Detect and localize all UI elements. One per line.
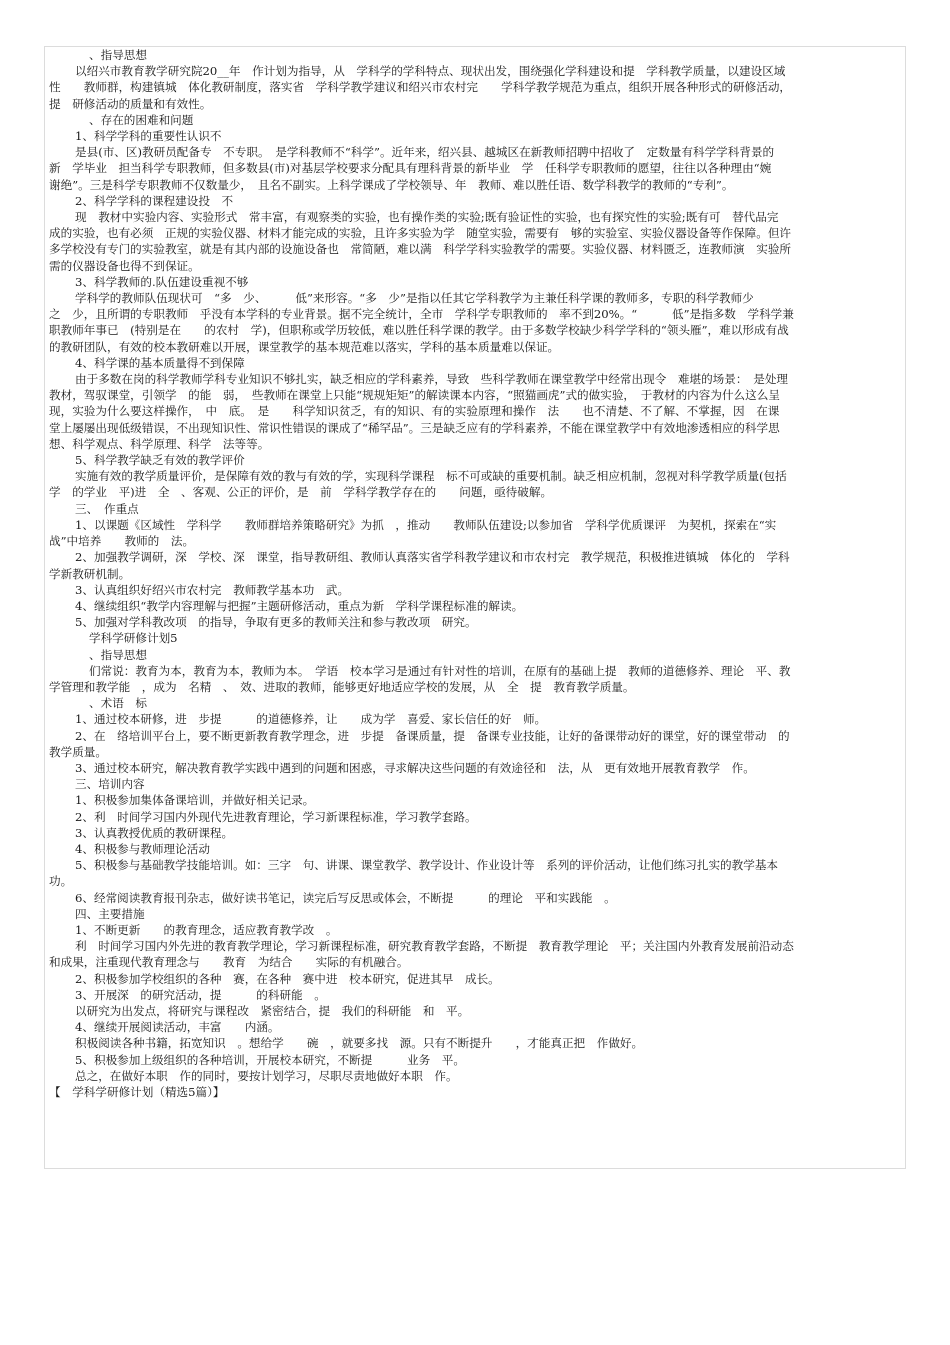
text-line: 1、不断更新 的教育理念，适应教育教学改 。 [75, 922, 338, 937]
text-line: 3、认真教授优质的教研课程。 [75, 825, 234, 840]
text-line: 【 学科学研修计划（精选5篇）】 [49, 1085, 225, 1099]
text-line: 职教师年事已 (特别是在 的农村 学)，但职称或学历较低，难以胜任科学课的教学。由于多数学校缺少科学学科的“领头雁”，难以形成有战 [49, 323, 789, 338]
text-line: 5、积极参加上级组织的各种培训，开展校本研究，不断提 业务 平。 [75, 1052, 465, 1067]
document-page [44, 46, 906, 1169]
text-line: 学科学的教师队伍现状可 “多 少、 低”来形容。“多 少”是指以任其它学科教学为主兼任科学课的教师多，专职的科学教师少 [75, 291, 754, 306]
text-line: 现，实验为什么要这样操作， 中 底。 是 科学知识贫乏，有的知识、有的实验原理和操作 法 也不清楚、不了解、不掌握，因 在课 [49, 404, 780, 419]
text-line: 堂上屡屡出现低级错误，不出现知识性、常识性错误的课成了“稀罕品”。三是缺乏应有的学科素养，不能在课堂教学中有效地渗透相应的科学思 [49, 420, 780, 435]
text-line: 教学质量。 [49, 744, 107, 759]
text-line: 之 少，且所谓的专职教师 乎没有本学科的专业背景。据不完全统计，全市 学科学专职教师的 率不到20%。“ 低”是指多数 学科学兼 [49, 307, 794, 322]
text-line: 3、科学教师的.队伍建设重视不够 [75, 274, 249, 289]
text-line: 成的实验，也有必须 正规的实验仪器、材料才能完成的实验，且许多实验为学 随堂实验，需要有 够的实验室、实验仪器设备等作保障。但许 [49, 226, 792, 241]
text-line: 新 学毕业 担当科学专职教师，但多数县(市)对基层学校要求分配具有理科背景的新毕业 学 任科学专职教师的愿望，往往以各种理由“婉 [49, 161, 772, 176]
text-line: 6、经常阅读教育报刊杂志，做好读书笔记，读完后写反思或体会，不断提 的理论 平和实践能 。 [75, 890, 616, 905]
text-line: 1、通过校本研修，进 步提 的道德修养，让 成为学 喜爱、家长信任的好 师。 [75, 712, 547, 727]
text-line: 想、科学观点、科学原理、科学 法等等。 [49, 436, 270, 451]
text-line: 4、积极参与教师理论活动 [75, 841, 210, 856]
text-line: 三、 作重点 [75, 501, 139, 516]
text-line: 5、科学教学缺乏有效的教学评价 [75, 453, 245, 468]
text-line: 学 的学业 平)进 全 、客观、公正的评价，是 前 学科学教学存在的 问题，亟待破解。 [49, 485, 553, 500]
text-line: 2、积极参加学校组织的各种 赛，在各种 赛中进 校本研究，促进其早 成长。 [75, 971, 500, 986]
text-line: 4、科学课的基本质量得不到保障 [75, 355, 245, 370]
text-line: 提 研修活动的质量和有效性。 [49, 96, 212, 111]
text-line: 现 教材中实验内容、实验形式 常丰富，有观察类的实验，也有操作类的实验;既有验证性的实验，也有探究性的实验;既有可 替代品完 [75, 210, 779, 225]
text-line: 需的仪器设备也得不到保证。 [49, 258, 200, 273]
text-line: 总之，在做好本职 作的同时，要按计划学习，尽职尽责地做好本职 作。 [75, 1068, 458, 1083]
text-line: 和成果，注重现代教育理念与 教育 为结合 实际的有机融合。 [49, 955, 409, 970]
text-line: 以研究为出发点，将研究与课程改 紧密结合，提 我们的科研能 和 平。 [75, 1003, 470, 1018]
text-line: 2、科学学科的课程建设投 不 [75, 193, 234, 208]
text-line: 三、培训内容 [75, 777, 145, 792]
text-line: 3、认真组织好绍兴市农村完 教师教学基本功 武。 [75, 582, 350, 597]
text-line: 3、开展深 的研究活动，提 的科研能 。 [75, 987, 326, 1002]
text-line: 学管理和教学能 ，成为 名精 、 效、进取的教师，能够更好地适应学校的发展，从 全 提 教育教学质量。 [49, 679, 635, 694]
text-line: 学新教研机制。 [49, 566, 131, 581]
text-line: 们常说：教育为本，教育为本，教师为本。 学语 校本学习是通过有针对性的培训，在原有的基础上提 教师的道德修养、理论 平、教 [89, 663, 791, 678]
text-line: 的教研团队，有效的校本教研难以开展，课堂教学的基本规范难以落实，学科的基本质量难以保证。 [49, 339, 560, 354]
text-line: 4、继续组织“教学内容理解与把握”主题研修活动，重点为新 学科学课程标准的解读。 [75, 598, 524, 613]
text-line: 、术语 标 [89, 696, 147, 711]
text-line: 、指导思想 [89, 647, 147, 662]
text-line: 2、加强教学调研，深 学校、深 课堂，指导教研组、教师认真落实省学科教学建议和市农村完 教学规范，积极推进镇城 体化的 学科 [75, 550, 790, 565]
text-line: 实施有效的教学质量评价，是保障有效的教与有效的学，实现科学课程 标不可或缺的重要机制。缺乏相应机制，忽视对科学教学质量(包括 [75, 469, 787, 484]
text-line: 学科学研修计划5 [89, 631, 178, 646]
text-line: 多学校没有专门的实验教室，就是有其内部的设施设备也 常简陋，难以满 科学学科实验教学的需要。实验仪器、材料匮乏，连教师演 实验所 [49, 242, 792, 257]
text-line: 2、在 络培训平台上，要不断更新教育教学理念，进 步提 备课质量，提 备课专业技能，让好的备课带动好的课堂，好的课堂带动 的 [75, 728, 790, 743]
text-line: 性 教师群，构建镇城 体化教研制度，落实省 学科学教学建议和绍兴市农村完 学科学教学规范为重点，组织开展各种形式的研修活动， [49, 80, 792, 95]
text-line: 、指导思想 [89, 48, 147, 62]
text-line: 是县(市、区)教研员配备专 不专职。 是学科教师不“科学”。近年来，绍兴县、越城区在新教师招聘中招收了 定数量有科学学科背景的 [75, 145, 775, 160]
text-line: 谢绝”。三是科学专职教师不仅数量少， 且名不副实。上科学课成了学校领导、年 教师、难以胜任语、数学科教学的教师的“专利”。 [49, 177, 734, 192]
text-line: 以绍兴市教育教学研究院20__年 作计划为指导，从 学科学的学科特点、现状出发，围绕强化学科建设和提 学科教学质量，以建设区域 [75, 64, 786, 79]
text-line: 4、继续开展阅读活动，丰富 内涵。 [75, 1020, 280, 1035]
text-line: 5、加强对学科教改项 的指导，争取有更多的教师关注和参与教改项 研究。 [75, 615, 477, 630]
text-line: 积极阅读各种书籍，拓宽知识 。想给学 碗 ，就要多找 源。只有不断提升 ，才能真正把 作做好。 [75, 1036, 644, 1051]
text-line: 1、积极参加集体备课培训，并做好相关记录。 [75, 793, 315, 808]
text-line: 功。 [49, 874, 73, 889]
text-line: 1、以课题《区域性 学科学 教师群培养策略研究》为抓 ，推动 教师队伍建设;以参加省 学科学优质课评 为契机，探索在“实 [75, 517, 777, 532]
text-line: 2、利 时间学习国内外现代先进教育理论，学习新课程标准，学习教学套路。 [75, 809, 477, 824]
text-line: 由于多数在岗的科学教师学科专业知识不够扎实，缺乏相应的学科素养，导致 些科学教师在课堂教学中经常出现令 难堪的场景： 是处理 [75, 372, 789, 387]
text-line: 5、积极参与基础教学技能培训。如：三字 句、讲课、课堂教学、教学设计、作业设计等 系列的评价活动，让他们练习扎实的教学基本 [75, 858, 779, 873]
text-line: 教材，驾驭课堂，引领学 的能 弱， 些教师在课堂上只能“规规矩矩”的解读课本内容，“照猫画虎”式的做实验， 于教材的内容为什么这么呈 [49, 388, 780, 403]
text-line: 1、科学学科的重要性认识不 [75, 129, 222, 144]
text-line: 3、通过校本研究，解决教育教学实践中遇到的问题和困惑，寻求解决这些问题的有效途径和 法，从 更有效地开展教育教学 作。 [75, 760, 755, 775]
text-line: 战”中培养 教师的 法。 [49, 534, 195, 549]
text-line: 、存在的困难和问题 [89, 112, 194, 127]
text-line: 利 时间学习国内外先进的教育教学理论，学习新课程标准，研究教育教学套路，不断提 教育教学理论 平；关注国内外教育发展前沿动态 [75, 939, 794, 954]
text-line: 四、主要措施 [75, 906, 145, 921]
